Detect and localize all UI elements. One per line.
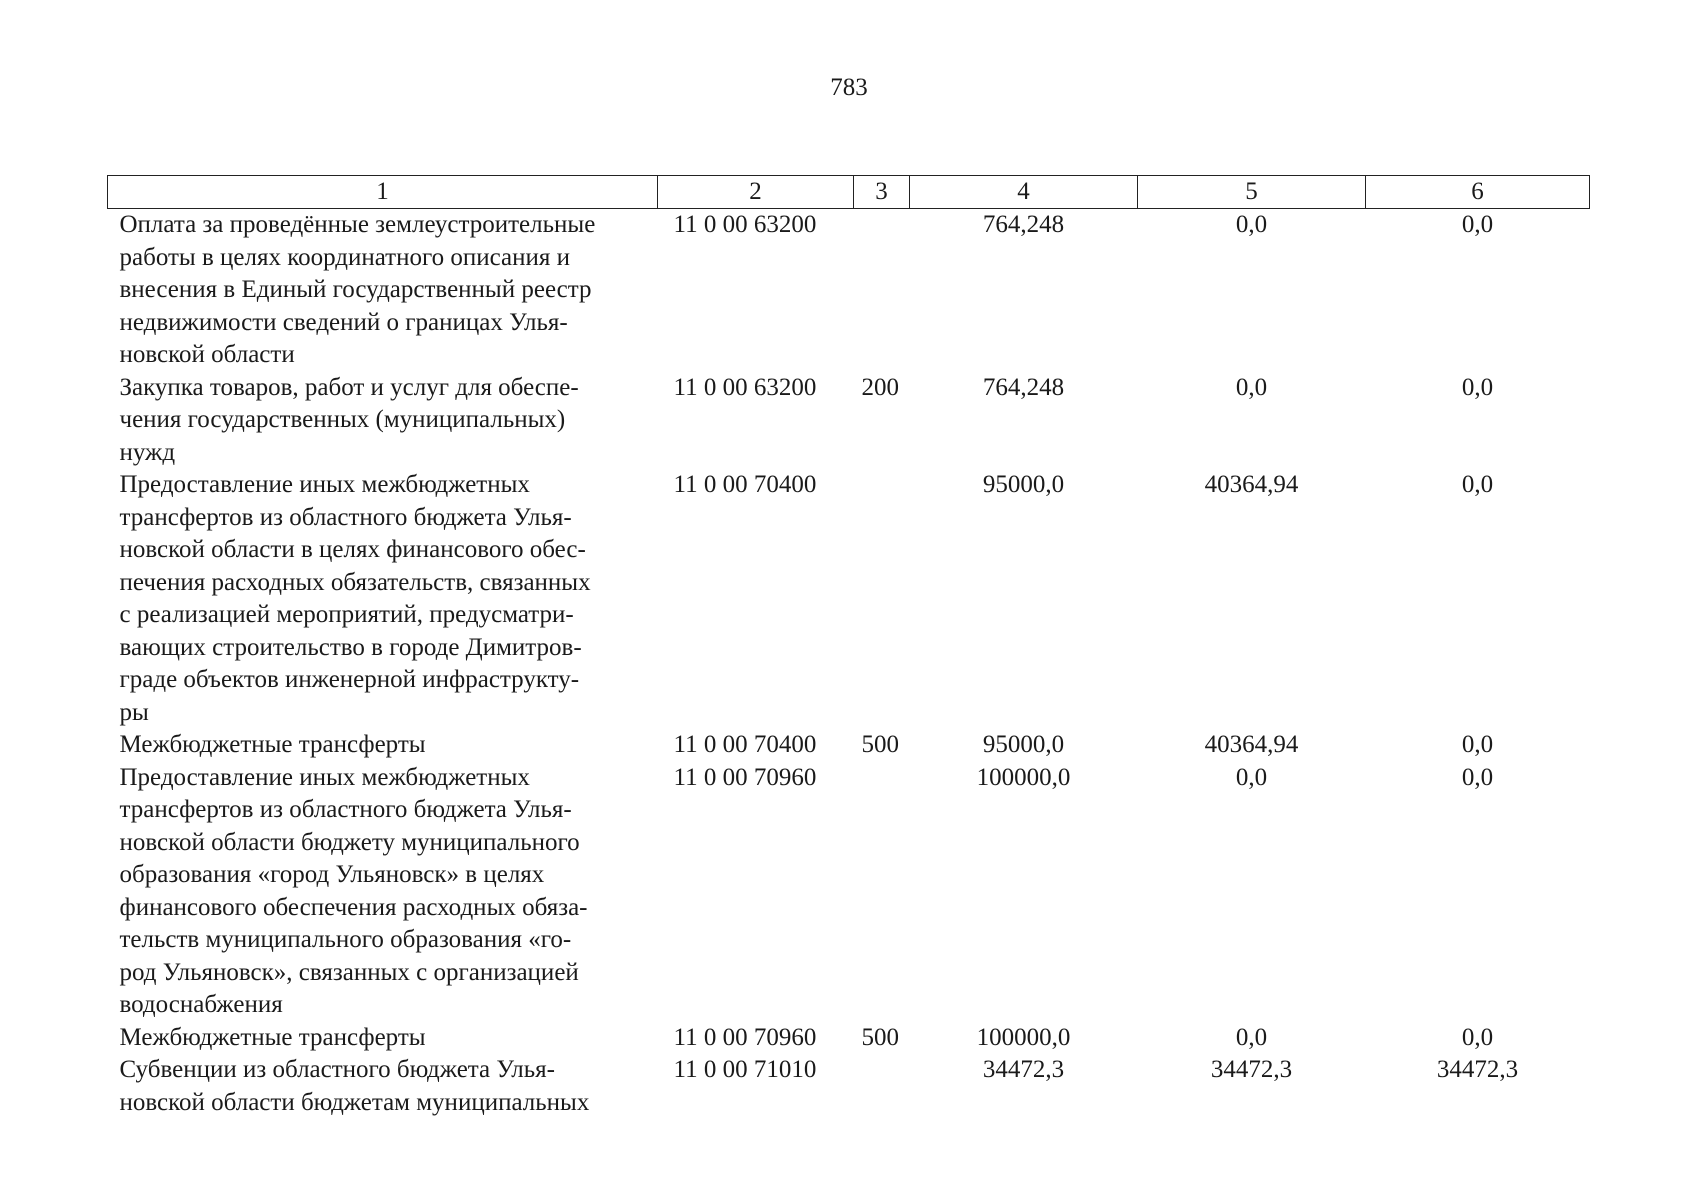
table-header	[108, 176, 1590, 209]
header-cell-2: 2	[658, 176, 854, 209]
row-value-col6: 0,0	[1461, 211, 1494, 238]
row-description	[108, 1022, 658, 1055]
row-value-col6: 0,0	[1461, 373, 1494, 401]
row-value-col4: 100000,0	[976, 763, 1071, 791]
description-line: род Ульяновск», связанных с организацией	[119, 958, 579, 986]
row-code: 11 0 00 63200	[673, 211, 817, 238]
row-value-col6: 0,0	[1461, 1023, 1494, 1051]
row-value-col4: 764,248	[982, 211, 1065, 238]
row-value-col6: 0,0	[1461, 731, 1494, 758]
description-line: Предоставление иных межбюджетных	[119, 471, 530, 498]
table-row	[108, 469, 1590, 729]
table-row	[108, 729, 1590, 762]
description-line: Межбюджетные трансферты	[119, 1023, 426, 1051]
row-description	[108, 372, 658, 470]
header-cell-3: 3	[854, 176, 910, 209]
description-line: чения государственных (муниципальных)	[119, 406, 566, 433]
description-line: с реализацией мероприятий, предусматри-	[119, 601, 574, 628]
row-value-col5: 40364,94	[1204, 471, 1299, 498]
description-line: вающих строительство в городе Димитров-	[119, 633, 582, 661]
row-code: 11 0 00 71010	[673, 1056, 817, 1083]
row-description	[108, 1054, 658, 1119]
row-code: 11 0 00 70960	[673, 1023, 817, 1051]
description-line: граде объектов инженерной инфраструкту-	[119, 666, 580, 693]
row-value-col5: 0,0	[1235, 1023, 1268, 1051]
row-value-col4: 100000,0	[976, 1023, 1071, 1051]
row-value-col5: 0,0	[1235, 373, 1268, 401]
header-cell-1: 1	[108, 176, 658, 209]
table-body	[108, 209, 1590, 1120]
description-line: трансфертов из областного бюджета Улья-	[119, 796, 572, 823]
table-row	[108, 209, 1590, 372]
description-line: Предоставление иных межбюджетных	[119, 763, 530, 791]
row-value-col4: 764,248	[982, 373, 1065, 401]
row-expense-type: 500	[861, 731, 899, 758]
header-cell-6: 6	[1366, 176, 1590, 209]
row-expense-type	[854, 762, 910, 1022]
page-number: 783	[830, 74, 868, 101]
row-description	[108, 209, 658, 372]
row-value-col6: 0,0	[1461, 471, 1494, 498]
row-code: 11 0 00 70400	[673, 471, 817, 498]
description-line: новской области бюджету муниципального	[119, 828, 580, 856]
description-line: недвижимости сведений о границах Улья-	[119, 308, 568, 336]
description-line: новской области бюджетам муниципальных	[119, 1088, 590, 1116]
row-value-col4: 95000,0	[982, 471, 1065, 498]
description-line: новской области	[119, 341, 295, 368]
row-expense-type: 200	[861, 373, 899, 401]
description-line: тельств муниципального образования «го-	[119, 926, 572, 953]
header-row	[108, 176, 1590, 209]
row-value-col5: 40364,94	[1204, 731, 1299, 758]
description-line: Оплата за проведённые землеустроительные	[119, 211, 596, 238]
description-line: нужд	[119, 438, 176, 466]
row-description	[108, 729, 658, 762]
row-code: 11 0 00 70400	[673, 731, 817, 758]
table-row	[108, 762, 1590, 1022]
table-row	[108, 372, 1590, 470]
row-value-col5: 0,0	[1235, 763, 1268, 791]
budget-table	[107, 175, 1590, 1119]
description-line: финансового обеспечения расходных обяза-	[119, 893, 588, 921]
table-row	[108, 1054, 1590, 1119]
description-line: работы в целях координатного описания и	[119, 243, 571, 271]
description-line: ры	[119, 698, 149, 726]
row-value-col4: 95000,0	[982, 731, 1065, 758]
row-expense-type: 500	[861, 1023, 899, 1051]
header-cell-5: 5	[1138, 176, 1366, 209]
description-line: внесения в Единый государственный реестр	[119, 276, 592, 303]
description-line: Межбюджетные трансферты	[119, 731, 426, 758]
description-line: водоснабжения	[119, 991, 283, 1018]
row-expense-type	[854, 1054, 910, 1119]
row-code: 11 0 00 70960	[673, 763, 817, 791]
description-line: Субвенции из областного бюджета Улья-	[119, 1056, 555, 1083]
description-line: новской области в целях финансового обес-	[119, 536, 586, 563]
row-value-col4: 34472,3	[982, 1056, 1065, 1083]
table-row	[108, 1022, 1590, 1055]
description-line: Закупка товаров, работ и услуг для обеспе-	[119, 373, 579, 401]
row-value-col5: 34472,3	[1210, 1056, 1293, 1083]
row-description	[108, 469, 658, 729]
description-line: печения расходных обязательств, связанных	[119, 568, 591, 596]
row-description	[108, 762, 658, 1022]
row-value-col6: 34472,3	[1436, 1056, 1519, 1083]
row-expense-type	[854, 469, 910, 729]
description-line: образования «город Ульяновск» в целях	[119, 861, 545, 888]
row-expense-type	[854, 209, 910, 372]
row-code: 11 0 00 63200	[673, 373, 817, 401]
description-line: трансфертов из областного бюджета Улья-	[119, 503, 572, 531]
header-cell-4: 4	[910, 176, 1138, 209]
row-value-col5: 0,0	[1235, 211, 1268, 238]
row-value-col6: 0,0	[1461, 763, 1494, 791]
